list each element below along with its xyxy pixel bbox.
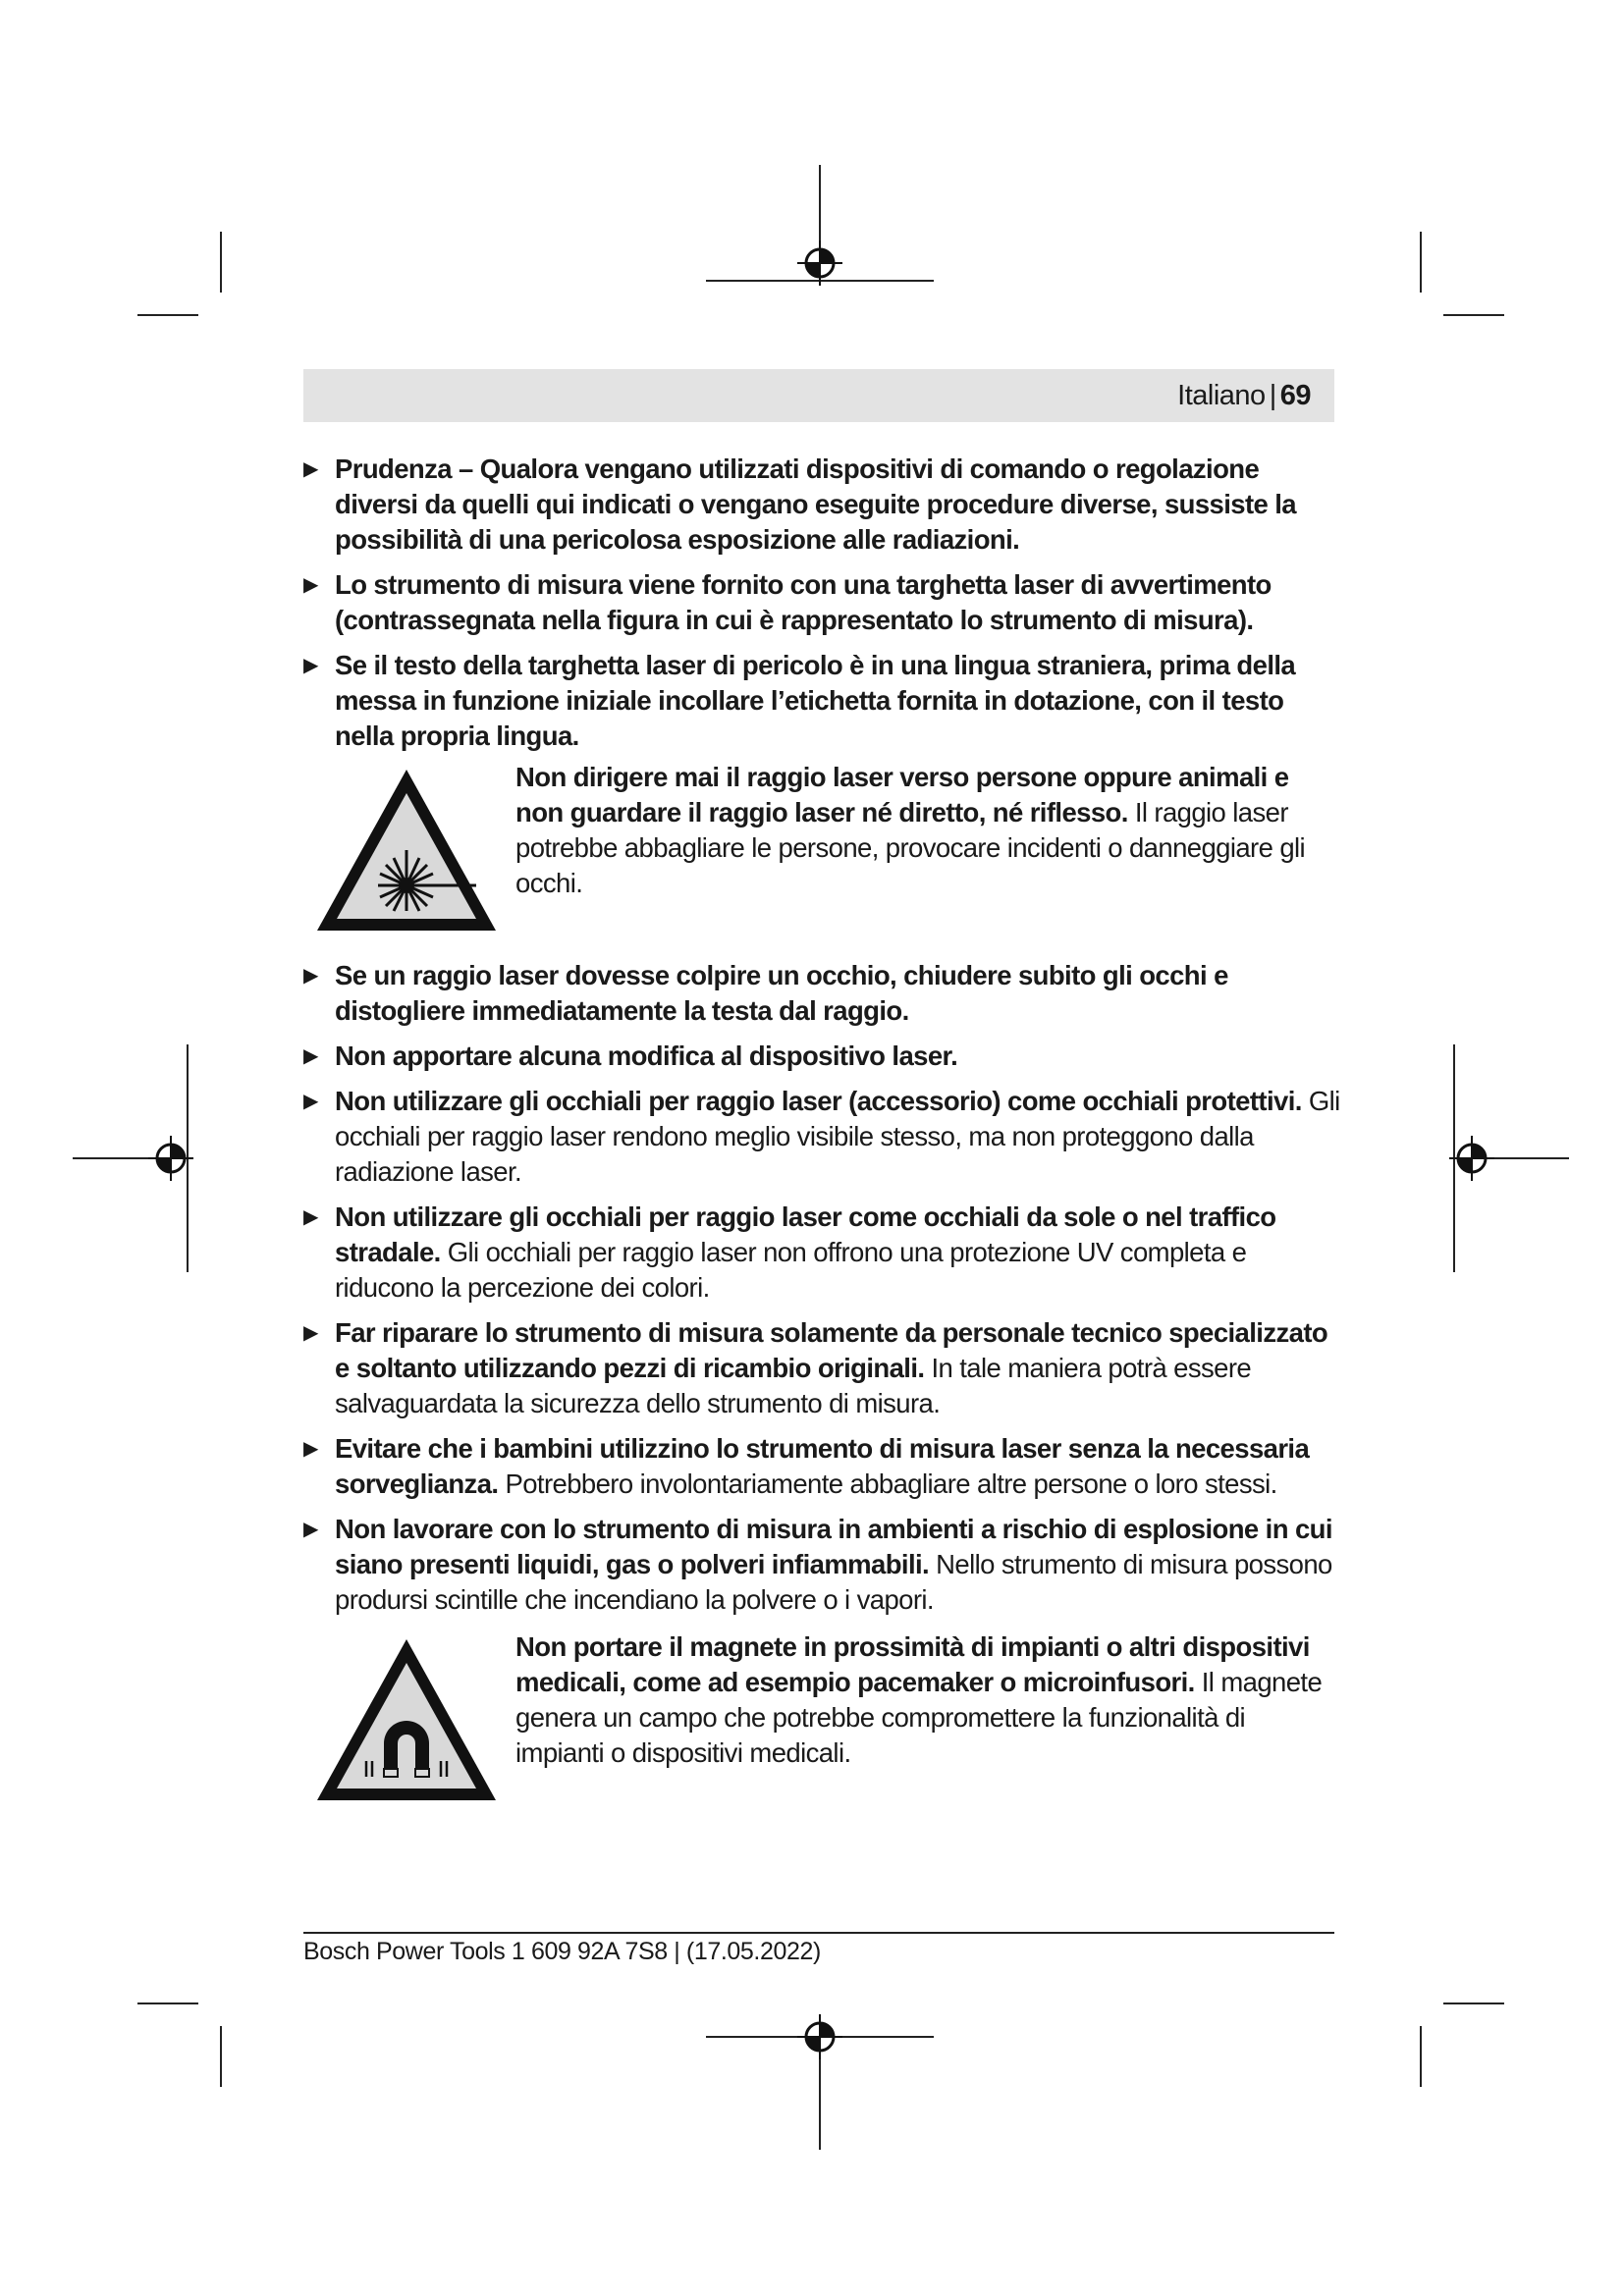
bullet-bold-text: Non lavorare con lo strumento di misura in ambienti a rischio di esplosione in cui siano presenti liquidi, gas o polveri infiammabili. — [335, 1514, 1332, 1579]
footer-rule — [303, 1932, 1334, 1934]
bullet-item — [303, 1200, 1344, 1306]
bullet-normal-text: Nello strumento di misura possono prodursi scintille che incendiano la polvere o i vapori. — [335, 1549, 1332, 1615]
bullet-arrow-icon: ▶ — [303, 965, 318, 987]
bullet-bold-text: Non utilizzare gli occhiali per raggio laser come occhiali da sole o nel traffico stradale. — [335, 1201, 1276, 1267]
bullet-bold-text: Evitare che i bambini utilizzino lo strumento di misura laser senza la necessaria sorveglianza. — [335, 1433, 1310, 1499]
bullet-list-1 — [303, 452, 1344, 754]
registration-target-icon — [797, 240, 842, 286]
bullet-bold-text: Far riparare lo strumento di misura solamente da personale tecnico specializzato e soltanto utilizzando pezzi di ricambio originali. — [335, 1317, 1328, 1383]
bullet-arrow-icon: ▶ — [303, 1438, 318, 1460]
bullet-item — [303, 1512, 1344, 1618]
bullet-item — [303, 958, 1344, 1029]
bullet-normal-text: Gli occhiali per raggio laser rendono meglio visibile stesso, ma non proteggono dalla radiazione laser. — [335, 1086, 1340, 1187]
footer-text: Bosch Power Tools 1 609 92A 7S8 | (17.05.2022) — [303, 1938, 821, 1965]
header-label — [1177, 380, 1311, 412]
bullet-item — [303, 648, 1344, 754]
header-separator: | — [1269, 380, 1276, 411]
bullet-bold-text: Se il testo della targhetta laser di pericolo è in una lingua straniera, prima della messa in funzione iniziale incollare l’etichetta fornita in dotazione, con il testo nella propria lingua. — [335, 650, 1296, 751]
header-language: Italiano — [1177, 380, 1266, 411]
bullet-arrow-icon: ▶ — [303, 1206, 318, 1228]
bullet-normal-text: In tale maniera potrà essere salvaguardata la sicurezza dello strumento di misura. — [335, 1353, 1252, 1418]
bullet-arrow-icon: ▶ — [303, 574, 318, 596]
page-content — [303, 452, 1344, 1828]
laser-warning-normal: Il raggio laser potrebbe abbagliare le persone, provocare incidenti o danneggiare gli occhi. — [515, 797, 1306, 898]
laser-warning-text — [515, 760, 1340, 901]
registration-target-icon — [797, 2014, 842, 2059]
bullet-bold-text: Prudenza – Qualora vengano utilizzati dispositivi di comando o regolazione diversi da quelli qui indicati o vengano eseguite procedure diverse, sussiste la possibilità di una pericolosa esposizione alle radiazioni. — [335, 454, 1296, 555]
bullet-item — [303, 1431, 1344, 1502]
laser-warning-bold: Non dirigere mai il raggio laser verso persone oppure animali e non guardare il raggio laser né diretto, né riflesso. — [515, 762, 1289, 828]
bullet-bold-text: Non apportare alcuna modifica al dispositivo laser. — [335, 1041, 958, 1071]
bullet-item — [303, 452, 1344, 558]
bullet-bold-text: Non utilizzare gli occhiali per raggio laser (accessorio) come occhiali protettivi. — [335, 1086, 1302, 1116]
bullet-arrow-icon: ▶ — [303, 1045, 318, 1067]
registration-target-icon — [1449, 1136, 1494, 1181]
laser-warning-icon — [311, 764, 502, 938]
page-number: 69 — [1279, 380, 1311, 411]
bullet-list-2 — [303, 958, 1344, 1618]
registration-target-icon — [148, 1136, 193, 1181]
magnet-warning-normal: Il magnete genera un campo che potrebbe compromettere la funzionalità di impianti o dispositivi medicali. — [515, 1667, 1323, 1768]
bullet-arrow-icon: ▶ — [303, 655, 318, 676]
laser-warning-block — [303, 764, 1344, 938]
bullet-arrow-icon: ▶ — [303, 1322, 318, 1344]
bullet-item — [303, 567, 1344, 638]
magnet-warning-block — [303, 1633, 1344, 1808]
magnet-warning-bold: Non portare il magnete in prossimità di impianti o altri dispositivi medicali, come ad esempio pacemaker o microinfusori. — [515, 1631, 1310, 1697]
bullet-normal-text: Gli occhiali per raggio laser non offrono una protezione UV completa e riducono la percezione dei colori. — [335, 1237, 1247, 1303]
bullet-normal-text: Potrebbero involontariamente abbagliare altre persone o loro stessi. — [498, 1468, 1277, 1499]
bullet-item — [303, 1315, 1344, 1421]
bullet-arrow-icon: ▶ — [303, 458, 318, 480]
magnet-warning-icon — [311, 1633, 502, 1808]
bullet-item — [303, 1084, 1344, 1190]
bullet-item — [303, 1039, 1344, 1074]
page-header — [303, 369, 1334, 422]
bullet-arrow-icon: ▶ — [303, 1091, 318, 1112]
magnet-warning-text — [515, 1629, 1340, 1771]
bullet-bold-text: Lo strumento di misura viene fornito con una targhetta laser di avvertimento (contrassegnata nella figura in cui è rappresentato lo strumento di misura). — [335, 569, 1272, 635]
bullet-arrow-icon: ▶ — [303, 1519, 318, 1540]
bullet-bold-text: Se un raggio laser dovesse colpire un occhio, chiudere subito gli occhi e distogliere immediatamente la testa dal raggio. — [335, 960, 1228, 1026]
